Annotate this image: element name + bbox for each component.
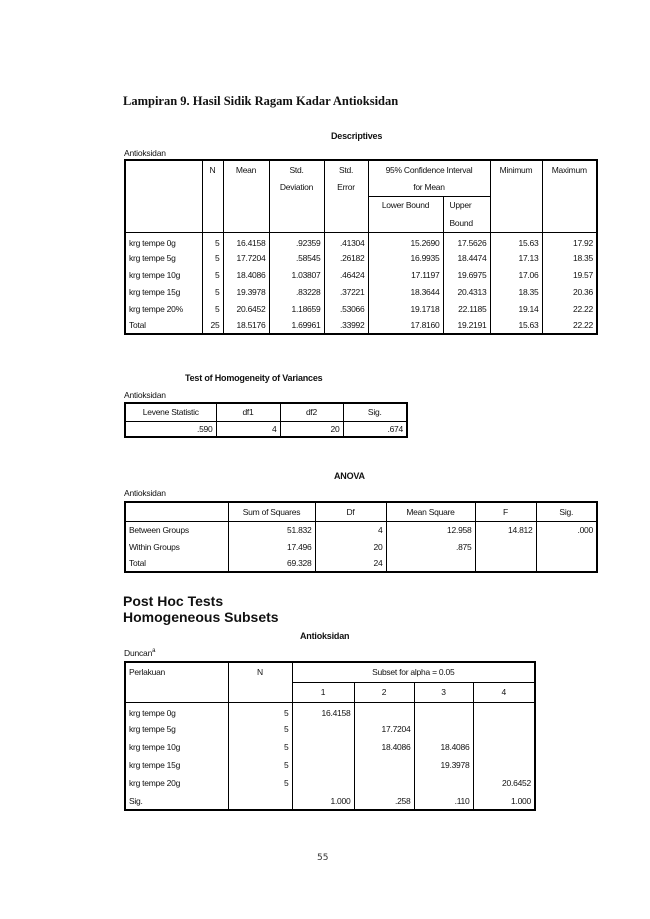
- row-label: krg tempe 0g: [125, 232, 202, 249]
- table-row: [125, 738, 535, 756]
- cell-n: 5: [202, 266, 223, 283]
- header-subset: Subset for alpha = 0.05: [292, 662, 535, 682]
- cell-df: 24: [315, 555, 386, 572]
- cell-n: 5: [228, 756, 292, 774]
- header-upper-bound: Upper: [443, 196, 490, 214]
- cell-n: 5: [228, 720, 292, 738]
- cell-s1: [292, 720, 354, 738]
- cell-f: [475, 555, 536, 572]
- duncan-method: Duncan: [124, 648, 153, 658]
- table-row: [125, 232, 597, 249]
- cell-se: .37221: [324, 283, 368, 300]
- header-std-error-2: Error: [324, 178, 368, 196]
- homogeneous-subsets-heading: Homogeneous Subsets: [123, 609, 279, 625]
- cell-s4: [473, 756, 535, 774]
- table-row: [125, 521, 597, 538]
- cell-n: 5: [202, 300, 223, 317]
- cell-upper: 17.5626: [443, 232, 490, 249]
- cell-n: 25: [202, 317, 223, 334]
- table-row: [125, 756, 535, 774]
- cell-df: 20: [315, 538, 386, 555]
- anova-table: [124, 501, 598, 573]
- table-row: [125, 538, 597, 555]
- cell-s2: 17.7204: [354, 720, 414, 738]
- cell-min: 18.35: [490, 283, 542, 300]
- duncan-method-label: [124, 648, 155, 658]
- cell-s3: [414, 774, 473, 792]
- cell-s3: 19.3978: [414, 756, 473, 774]
- cell-s4: [473, 738, 535, 756]
- cell-n: 5: [228, 738, 292, 756]
- header-f: F: [475, 502, 536, 521]
- table-row: [125, 774, 535, 792]
- cell-sig: .000: [577, 524, 593, 535]
- homogeneity-variable-label: Antioksidan: [124, 390, 166, 400]
- cell-ss: 69.328: [228, 555, 315, 572]
- row-label: krg tempe 20g: [125, 774, 228, 792]
- cell-sig: [536, 555, 597, 572]
- cell-n: 5: [228, 702, 292, 720]
- cell-mean: 20.6452: [223, 300, 269, 317]
- cell-s1: 1.000: [292, 792, 354, 810]
- descriptives-title: Descriptives: [331, 131, 383, 141]
- cell-s1: [292, 738, 354, 756]
- header-subset-2: 2: [354, 682, 414, 702]
- header-mean: Mean: [223, 160, 269, 232]
- table-row: [125, 702, 535, 720]
- row-label: Within Groups: [125, 538, 228, 555]
- header-mean-square: Mean Square: [386, 502, 475, 521]
- cell-n: 5: [202, 249, 223, 266]
- duncan-superscript: a: [152, 648, 156, 655]
- header-subset-1: 1: [292, 682, 354, 702]
- sig-value: .674: [387, 423, 403, 434]
- cell-sd: 1.69961: [269, 317, 324, 334]
- cell-lower: 18.3644: [368, 283, 443, 300]
- cell-ss: 17.496: [228, 538, 315, 555]
- row-label: krg tempe 15g: [125, 283, 202, 300]
- cell-s3: .110: [414, 792, 473, 810]
- cell-upper: 19.6975: [443, 266, 490, 283]
- row-label: krg tempe 20%: [125, 300, 202, 317]
- row-label: krg tempe 0g: [125, 702, 228, 720]
- levene-value: .590: [125, 421, 216, 437]
- df2-value: 20: [280, 421, 343, 437]
- cell-n: 5: [202, 283, 223, 300]
- cell-max: 22.22: [572, 320, 593, 330]
- header-std-deviation-2: Deviation: [269, 178, 324, 196]
- row-label: krg tempe 5g: [125, 249, 202, 266]
- table-row: [125, 266, 597, 283]
- cell-max: 22.22: [572, 303, 593, 314]
- cell-min: 19.14: [490, 300, 542, 317]
- cell-lower: 16.9935: [368, 249, 443, 266]
- cell-se: .53066: [324, 300, 368, 317]
- cell-s2: [354, 774, 414, 792]
- table-row: [125, 720, 535, 738]
- cell-mean: 18.4086: [223, 266, 269, 283]
- cell-lower: 17.8160: [368, 317, 443, 334]
- cell-ss: 51.832: [228, 521, 315, 538]
- header-df2: df2: [280, 403, 343, 421]
- row-label: krg tempe 10g: [125, 266, 202, 283]
- table-row: [125, 792, 535, 810]
- header-n: N: [202, 160, 223, 232]
- df1-value: 4: [216, 421, 280, 437]
- header-levene: Levene Statistic: [125, 403, 216, 421]
- descriptives-variable-label: Antioksidan: [124, 148, 166, 158]
- cell-s4: 1.000: [510, 795, 532, 806]
- cell-sd: .92359: [269, 232, 324, 249]
- cell-n: 5: [228, 774, 292, 792]
- header-maximum: Maximum: [542, 160, 597, 232]
- cell-max: 17.92: [572, 237, 593, 248]
- header-perlakuan: Perlakuan: [125, 662, 228, 702]
- cell-sd: 1.03807: [269, 266, 324, 283]
- cell-ms: 12.958: [386, 521, 475, 538]
- cell-s2: 18.4086: [354, 738, 414, 756]
- cell-sd: 1.18659: [269, 300, 324, 317]
- header-subset-4: 4: [473, 682, 535, 702]
- cell-upper: 18.4474: [443, 249, 490, 266]
- cell-lower: 19.1718: [368, 300, 443, 317]
- table-row: [125, 300, 597, 317]
- cell-s1: 16.4158: [292, 702, 354, 720]
- header-lower-bound: Lower Bound: [368, 196, 443, 214]
- cell-ms: [386, 555, 475, 572]
- duncan-title: Antioksidan: [300, 631, 350, 641]
- cell-lower: 15.2690: [368, 232, 443, 249]
- row-label: Between Groups: [125, 521, 228, 538]
- cell-se: .46424: [324, 266, 368, 283]
- cell-mean: 17.7204: [223, 249, 269, 266]
- homogeneity-title: Test of Homogeneity of Variances: [185, 373, 323, 383]
- anova-title: ANOVA: [334, 471, 365, 481]
- page-heading: Lampiran 9. Hasil Sidik Ragam Kadar Antioksidan: [123, 94, 399, 108]
- row-label: Sig.: [125, 792, 228, 810]
- header-confidence-interval: 95% Confidence Interval: [368, 160, 490, 178]
- row-label: Total: [125, 555, 228, 572]
- cell-n: 5: [202, 232, 223, 249]
- page-number: 55: [317, 853, 329, 863]
- header-std-error: Std.: [324, 160, 368, 178]
- cell-s1: [292, 756, 354, 774]
- anova-variable-label: Antioksidan: [124, 488, 166, 498]
- cell-max: 20.36: [572, 286, 593, 297]
- cell-s4: 20.6452: [502, 778, 532, 788]
- table-row: [125, 283, 597, 300]
- cell-s2: [354, 702, 414, 720]
- cell-s1: [292, 774, 354, 792]
- cell-upper: 19.2191: [443, 317, 490, 334]
- cell-s3: [414, 702, 473, 720]
- cell-ms: .875: [386, 538, 475, 555]
- cell-f: 14.812: [475, 521, 536, 538]
- row-label: Total: [125, 317, 202, 334]
- table-row: [125, 249, 597, 266]
- header-subset-3: 3: [414, 682, 473, 702]
- header-anova-sig: Sig.: [536, 502, 597, 521]
- cell-n: [228, 792, 292, 810]
- cell-s4: [473, 720, 535, 738]
- cell-s4: [473, 702, 535, 720]
- cell-lower: 17.1197: [368, 266, 443, 283]
- cell-df: 4: [315, 521, 386, 538]
- row-label: krg tempe 15g: [125, 756, 228, 774]
- homogeneity-table: [124, 402, 408, 438]
- cell-min: 15.63: [490, 317, 542, 334]
- cell-upper: 20.4313: [443, 283, 490, 300]
- cell-mean: 18.5176: [223, 317, 269, 334]
- row-label: krg tempe 10g: [125, 738, 228, 756]
- cell-max: 19.57: [572, 269, 593, 280]
- header-df: Df: [315, 502, 386, 521]
- cell-sd: .83228: [269, 283, 324, 300]
- cell-sd: .58545: [269, 249, 324, 266]
- cell-s2: .258: [354, 792, 414, 810]
- header-minimum: Minimum: [490, 160, 542, 232]
- table-row: [125, 317, 597, 334]
- header-sum-of-squares: Sum of Squares: [228, 502, 315, 521]
- header-confidence-interval-2: for Mean: [368, 178, 490, 196]
- cell-s3: [414, 720, 473, 738]
- header-std-deviation: Std.: [269, 160, 324, 178]
- duncan-table: [124, 661, 536, 811]
- header-df1: df1: [216, 403, 280, 421]
- cell-mean: 16.4158: [223, 232, 269, 249]
- descriptives-table: [124, 159, 598, 335]
- header-duncan-n: N: [228, 662, 292, 702]
- cell-max: 18.35: [572, 252, 593, 263]
- cell-se: .33992: [324, 317, 368, 334]
- cell-se: .26182: [324, 249, 368, 266]
- cell-min: 17.13: [490, 249, 542, 266]
- table-row: [125, 555, 597, 572]
- cell-s3: 18.4086: [414, 738, 473, 756]
- cell-se: .41304: [324, 232, 368, 249]
- cell-min: 15.63: [490, 232, 542, 249]
- cell-mean: 19.3978: [223, 283, 269, 300]
- cell-upper: 22.1185: [443, 300, 490, 317]
- row-label: krg tempe 5g: [125, 720, 228, 738]
- post-hoc-heading: Post Hoc Tests: [123, 593, 224, 609]
- cell-f: [475, 538, 536, 555]
- header-sig: Sig.: [343, 403, 407, 421]
- cell-sig: [536, 538, 597, 555]
- cell-s2: [354, 756, 414, 774]
- header-upper-bound-2: Bound: [443, 214, 490, 232]
- cell-min: 17.06: [490, 266, 542, 283]
